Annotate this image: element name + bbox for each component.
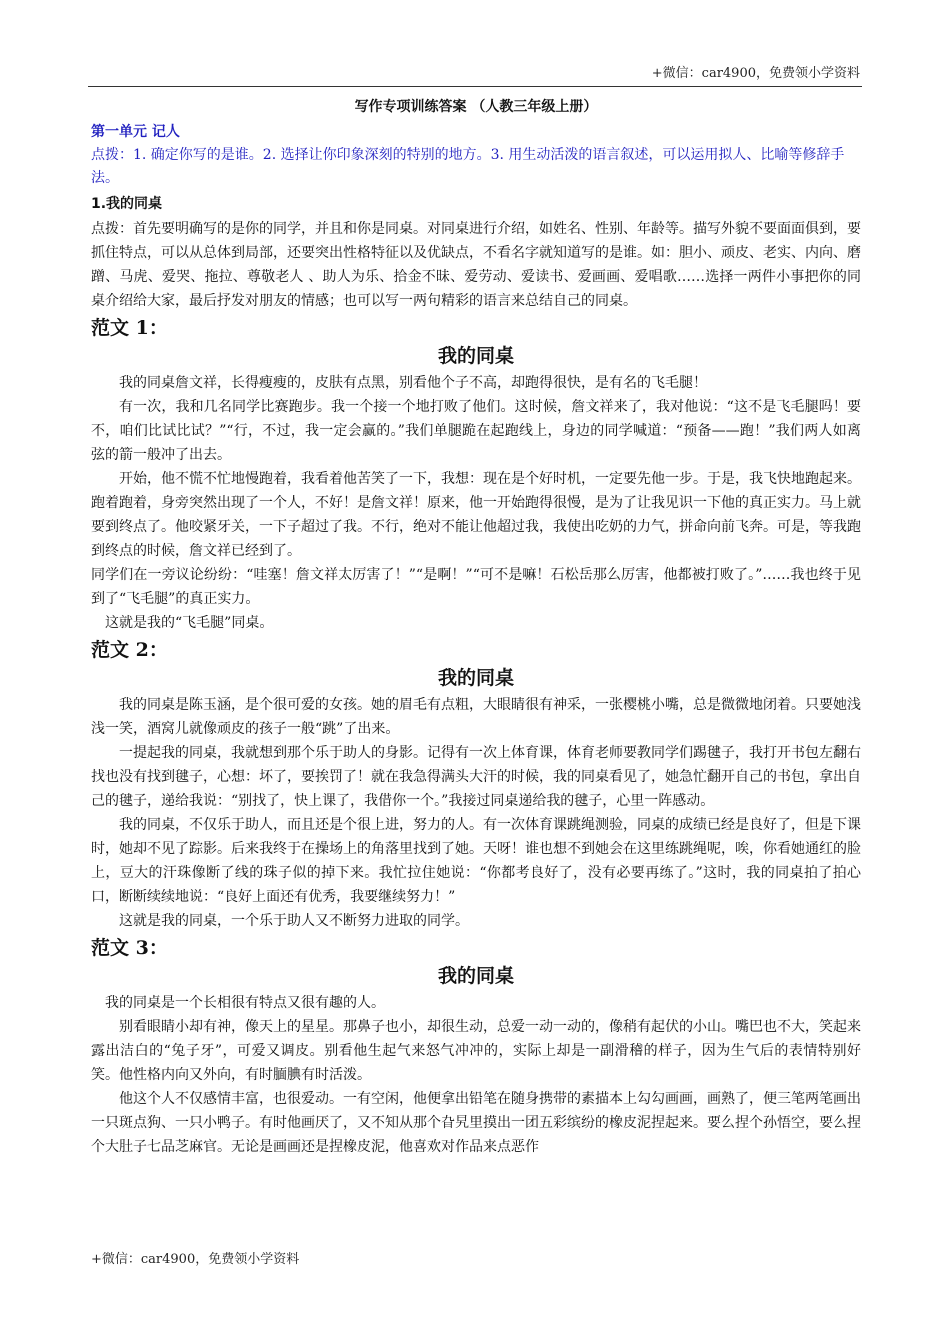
essay-3-label: 范文 3： [91,937,168,959]
document-title: 写作专项训练答案 （人教三年级上册） [354,99,598,115]
section-tip: 点拨：首先要明确写的是你的同学，并且和你是同桌。对同桌进行介绍，如姓名、性别、年龄等。描写外貌不要面面俱到，要抓住特点，可以从总体到局部，还要突出性格特征以及优缺点，不看名字就知道写的是谁。如：胆小、顽皮、老实、内向、磨蹭、马虎、爱哭、拖拉、尊敬老人 、助人为乐、拾金不昧、爱劳动、爱读书、爱画画、爱唱歌……选择一两件小事把你的同桌介绍给大家，最后抒发对朋友的情感；也可以写一两句精彩的语言来总结自己的同桌。 [91,221,861,309]
essay-3-paragraph: 我的同桌是一个长相很有特点又很有趣的人。 [105,995,385,1011]
document-body [91,95,861,1159]
essay-1-title: 我的同桌 [437,345,514,367]
unit-title: 第一单元 记人 [91,124,180,140]
essay-2-paragraph: 这就是我的同桌，一个乐于助人又不断努力进取的同学。 [119,913,469,929]
unit-tip: 点拨：1. 确定你写的是谁。2. 选择让你印象深刻的特别的地方。3. 用生动活泼的语言叙述，可以运用拟人、比喻等修辞手法。 [91,147,845,186]
essay-2-title: 我的同桌 [437,667,514,689]
essay-3-paragraph: 他这个人不仅感情丰富，也很爱动。一有空闲，他便拿出铅笔在随身携带的素描本上勾勾画画，画熟了，便三笔两笔画出一只斑点狗、一只小鸭子。有时他画厌了，又不知从那个旮旯里摸出一团五彩缤纷的橡皮泥捏起来。要么捏个孙悟空，要么捏个大肚子七品芝麻官。无论是画画还是捏橡皮泥，他喜欢对作品来点恶作 [91,1091,861,1155]
header-divider [88,86,862,87]
essay-2-paragraph: 我的同桌是陈玉涵，是个很可爱的女孩。她的眉毛有点粗，大眼睛很有神采，一张樱桃小嘴，总是微微地闭着。只要她浅浅一笑，酒窝儿就像顽皮的孩子一般“跳”了出来。 [91,697,861,737]
page-footer-text: +微信：car4900，免费领小学资料 [91,1252,300,1267]
essay-1-paragraph: 开始，他不慌不忙地慢跑着，我看着他苦笑了一下，我想：现在是个好时机，一定要先他一步。于是，我飞快地跑起来。跑着跑着，身旁突然出现了一个人，不好！是詹文祥！原来，他一开始跑得很慢，是为了让我见识一下他的真正实力。马上就要到终点了。他咬紧牙关，一下子超过了我。不行，绝对不能让他超过我，我使出吃奶的力气，拼命向前飞奔。可是，等我跑到终点的时候，詹文祥已经到了。 [91,471,861,559]
page-header-text: +微信：car4900，免费领小学资料 [651,66,860,81]
essay-2-label: 范文 2： [91,639,168,661]
essay-2-paragraph: 我的同桌，不仅乐于助人，而且还是个很上进，努力的人。有一次体育课跳绳测验，同桌的成绩已经是良好了，但是下课时，她却不见了踪影。后来我终于在操场上的角落里找到了她。天呀！谁也想不到她会在这里练跳绳呢，唉，你看她通红的脸上，豆大的汗珠像断了线的珠子似的掉下来。我忙拉住她说：“你都考良好了，没有必要再练了。”这时，我的同桌拍了拍心口，断断续续地说：“良好上面还有优秀，我要继续努力！” [91,817,861,905]
essay-1-paragraph: 同学们在一旁议论纷纷：“哇塞！詹文祥太厉害了！”“是啊！”“可不是嘛！石松岳那么厉害，他都被打败了。”……我也终于见到了“飞毛腿”的真正实力。 [91,567,861,607]
essay-2-paragraph: 一提起我的同桌，我就想到那个乐于助人的身影。记得有一次上体育课，体育老师要教同学们踢毽子，我打开书包左翻右找也没有找到毽子，心想：坏了，要挨罚了！就在我急得满头大汗的时候，我的同桌看见了，她急忙翻开自己的书包，拿出自己的毽子，递给我说：“别找了，快上课了，我借你一个。”我接过同桌递给我的毽子，心里一阵感动。 [91,745,861,809]
essay-3-paragraph: 别看眼睛小却有神，像天上的星星。那鼻子也小，却很生动，总爱一动一动的，像稍有起伏的小山。嘴巴也不大，笑起来露出洁白的“兔子牙”，可爱又调皮。别看他生起气来怒气冲冲的，实际上却是一副滑稽的样子，因为生气后的表情特别好笑。他性格内向又外向，有时腼腆有时活泼。 [91,1019,861,1083]
essay-1-paragraph: 我的同桌詹文祥，长得瘦瘦的，皮肤有点黑，别看他个子不高，却跑得很快，是有名的飞毛腿！ [119,375,707,391]
essay-1-label: 范文 1： [91,317,168,339]
essay-1-paragraph: 这就是我的“飞毛腿”同桌。 [105,615,274,631]
essay-1-paragraph: 有一次，我和几名同学比赛跑步。我一个接一个地打败了他们。这时候，詹文祥来了，我对他说：“这不是飞毛腿吗！要不，咱们比试比试？”“行，不过，我一定会赢的。”我们单腿跪在起跑线上，身边的同学喊道：“预备——跑！”我们两人如离弦的箭一般冲了出去。 [91,399,861,463]
section-title: 1.我的同桌 [91,196,163,212]
essay-3-title: 我的同桌 [437,965,514,987]
